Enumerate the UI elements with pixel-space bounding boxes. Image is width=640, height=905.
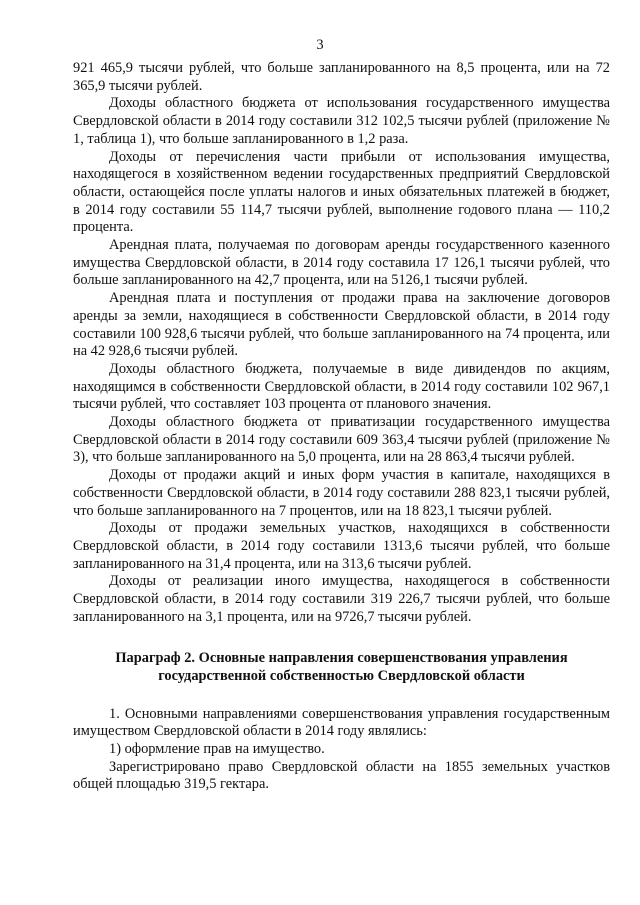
section-heading xyxy=(73,649,610,686)
page-number: 3 xyxy=(316,37,324,53)
section-heading-line-1: Параграф 2. Основные направления совершенствования управления xyxy=(115,649,568,666)
section-body xyxy=(73,706,610,795)
paragraph-land-rent: Арендная плата и поступления от продажи права на заключение договоров аренды за земли, находящиеся в собственности Свердловской области, в 2014 году составили 100 928,6 тысячи рублей, что больше запланированного на 74 процента, или на 42 928,6 тысячи рублей. xyxy=(73,290,610,360)
paragraph-profit-transfer: Доходы от перечисления части прибыли от использования имущества, находящегося в хозяйственном ведении государственных предприятий Свердловской области, остающейся после уплаты налогов и иных обязательных платежей в бюджет, в 2014 году составили 55 114,7 тысячи рублей, выполнение годового плана — 110,2 процента. xyxy=(73,148,610,236)
paragraph-continuation: 921 465,9 тысячи рублей, что больше запланированного на 8,5 процента, или на 72 365,9 тысячи рублей. xyxy=(73,60,610,94)
section-heading-line-2: государственной собственностью Свердловской области xyxy=(158,668,525,684)
paragraph-rent-treasury-property: Арендная плата, получаемая по договорам аренды государственного казенного имущества Свердловской области, в 2014 году составила 17 126,1 тысячи рублей, что больше запланированного на 42,7 процента, или на 5126,1 тысячи рублей. xyxy=(73,237,610,289)
paragraph-main-directions: 1. Основными направлениями совершенствования управления государственным имуществом Свердловской области в 2014 году являлись: xyxy=(73,705,610,740)
paragraph-dividends: Доходы областного бюджета, получаемые в виде дивидендов по акциям, находящимся в собственности Свердловской области, в 2014 году составили 102 967,1 тысячи рублей, что составляет 103 процента от планового значения. xyxy=(73,360,610,413)
list-item-rights-registration: 1) оформление прав на имущество. xyxy=(109,740,325,757)
paragraph-other-property: Доходы от реализации иного имущества, находящегося в собственности Свердловской области, в 2014 году составили 319 226,7 тысячи рублей, что больше запланированного на 3,1 процента, или на 9726,7 тысячи рублей. xyxy=(73,573,610,625)
document-body xyxy=(73,60,610,794)
paragraph-land-sales: Доходы от продажи земельных участков, находящихся в собственности Свердловской области, в 2014 году составили 1313,6 тысячи рублей, что больше запланированного на 31,4 процента, или на 313,6 тысячи рублей. xyxy=(73,520,610,572)
paragraph-land-registration: Зарегистрировано право Свердловской области на 1855 земельных участков общей площадью 319,5 гектара. xyxy=(73,758,610,793)
paragraph-state-property-income: Доходы областного бюджета от использования государственного имущества Свердловской области в 2014 году составили 312 102,5 тысячи рублей (приложение № 1, таблица 1), что больше запланированного в 1,2 раза. xyxy=(73,95,610,147)
paragraph-privatization: Доходы областного бюджета от приватизации государственного имущества Свердловской области в 2014 году составили 609 363,4 тысячи рублей (приложение № 3), что больше запланированного на 5,0 процента, или на 28 863,4 тысячи рублей. xyxy=(73,414,610,466)
paragraph-share-sales: Доходы от продажи акций и иных форм участия в капитале, находящихся в собственности Свердловской области, в 2014 году составили 288 823,1 тысячи рублей, что больше запланированного на 7 процентов, или на 18 823,1 тысячи рублей. xyxy=(73,467,610,519)
